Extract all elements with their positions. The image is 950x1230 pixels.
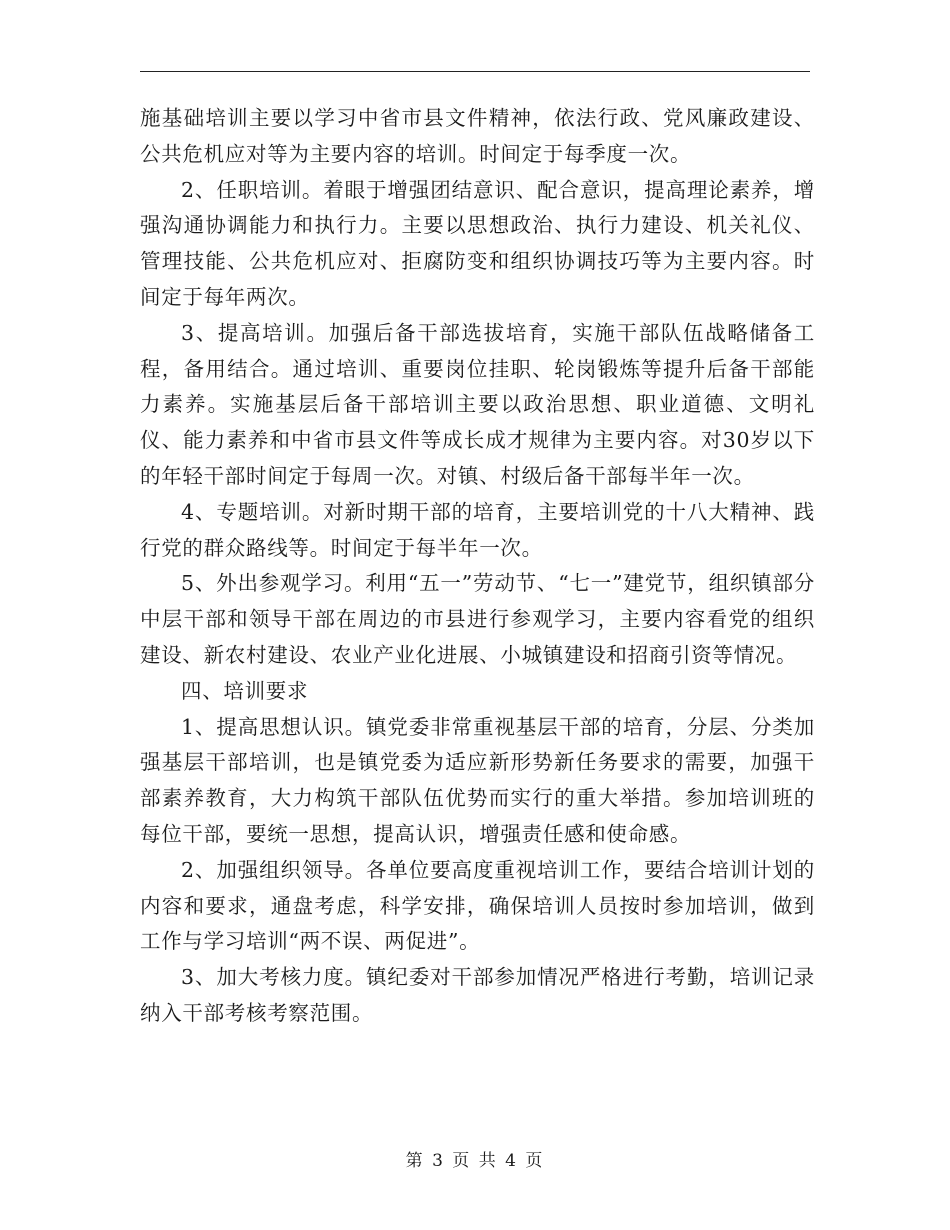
paragraph-requirement-2: 2、加强组织领导。各单位要高度重视培训工作，要结合培训计划的内容和要求，通盘考虑，科学安排，确保培训人员按时参加培训，做到工作与学习培训“两不误、两促进”。 bbox=[140, 857, 815, 954]
paragraph-item-5: 5、外出参观学习。利用“五一”劳动节、“七一”建党节，组织镇部分中层干部和领导干部在周边的市县进行参观学习，主要内容看党的组织建设、新农村建设、农业产业化进展、小城镇建设和招商引资等情况。 bbox=[140, 571, 815, 667]
page-number-footer: 第 3 页 共 4 页 bbox=[405, 1151, 545, 1171]
header-rule bbox=[140, 71, 810, 72]
document-body bbox=[140, 101, 815, 1032]
paragraph-item-3: 3、提高培训。加强后备干部选拔培育，实施干部队伍战略储备工程，备用结合。通过培训、重要岗位挂职、轮岗锻炼等提升后备干部能力素养。实施基层后备干部培训主要以政治思想、职业道德、文明礼仪、能力素养和中省市县文件等成长成才规律为主要内容。对30岁以下的年轻干部时间定于每周一次。对镇、村级后备干部每半年一次。 bbox=[140, 320, 815, 488]
paragraph-requirement-3: 3、加大考核力度。镇纪委对干部参加情况严格进行考勤，培训记录纳入干部考核考察范围。 bbox=[140, 965, 815, 1025]
section-heading: 四、培训要求 bbox=[181, 678, 309, 703]
paragraph-requirement-1: 1、提高思想认识。镇党委非常重视基层干部的培育，分层、分类加强基层干部培训，也是镇党委为适应新形势新任务要求的需要，加强干部素养教育，大力构筑干部队伍优势而实行的重大举措。参加培训班的每位干部，要统一思想，提高认识，增强责任感和使命感。 bbox=[140, 714, 815, 846]
paragraph-continuation: 施基础培训主要以学习中省市县文件精神，依法行政、党风廉政建设、公共危机应对等为主要内容的培训。时间定于每季度一次。 bbox=[140, 106, 815, 166]
paragraph-item-4: 4、专题培训。对新时期干部的培育，主要培训党的十八大精神、践行党的群众路线等。时间定于每半年一次。 bbox=[140, 499, 815, 560]
paragraph-item-2: 2、任职培训。着眼于增强团结意识、配合意识，提高理论素养，增强沟通协调能力和执行力。主要以思想政治、执行力建设、机关礼仪、管理技能、公共危机应对、拒腐防变和组织协调技巧等为主要内容。时间定于每年两次。 bbox=[140, 177, 815, 309]
